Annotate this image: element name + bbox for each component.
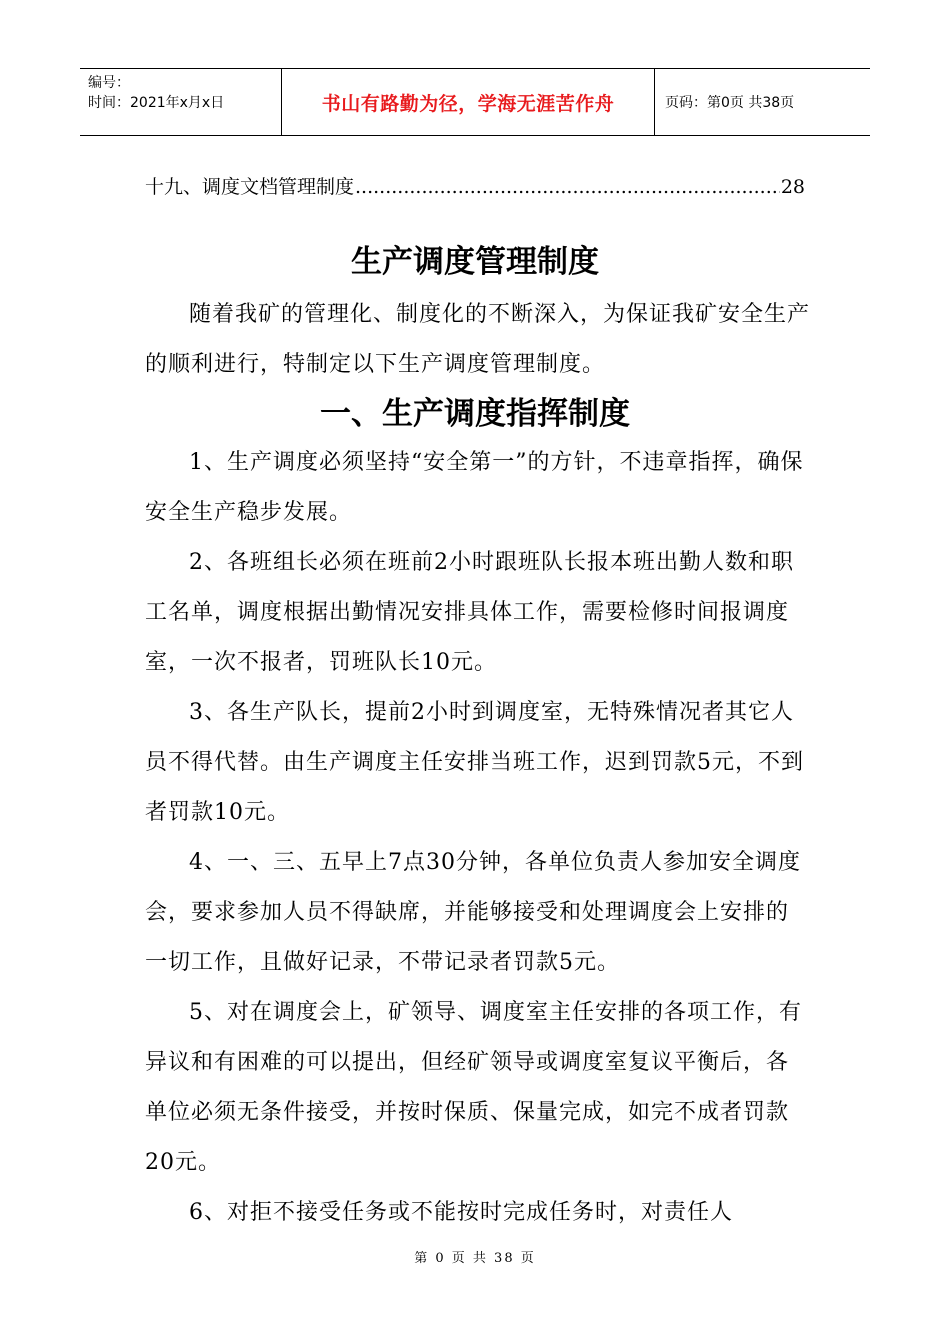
paragraph-1: 1、生产调度必须坚持“安全第一”的方针，不违章指挥，确保安全生产稳步发展。 (145, 450, 804, 525)
header-motto: 书山有路勤为径，学海无涯苦作舟 (282, 69, 655, 135)
number-label: 编号： (88, 75, 130, 91)
toc-entry-page: 28 (780, 176, 805, 198)
header-meta-cell (80, 69, 282, 135)
time-label: 时间：2021年x月x日 (88, 95, 225, 111)
paragraph-2: 2、各班组长必须在班前2小时跟班队长报本班出勤人数和职工名单，调度根据出勤情况安排具体工作，需要检修时间报调度室，一次不报者，罚班队长10元。 (145, 550, 794, 675)
toc-entry[interactable] (145, 172, 805, 199)
header-table (80, 68, 870, 136)
toc-leader-dots (355, 176, 780, 198)
header-page-info: 页码：第0页 共38页 (665, 95, 795, 111)
intro-paragraph: 随着我矿的管理化、制度化的不断深入，为保证我矿安全生产的顺利进行，特制定以下生产调度管理制度。 (145, 302, 811, 377)
paragraph-3: 3、各生产队长，提前2小时到调度室，无特殊情况者其它人员不得代替。由生产调度主任安排当班工作，迟到罚款5元，不到者罚款10元。 (145, 700, 804, 825)
document-title: 生产调度管理制度 (351, 244, 599, 280)
paragraph-4: 4、一、三、五早上7点30分钟，各单位负责人参加安全调度会，要求参加人员不得缺席，并能够接受和处理调度会上安排的一切工作，且做好记录，不带记录者罚款5元。 (145, 850, 801, 975)
section-body (145, 438, 810, 1238)
page-footer: 第 0 页 共 38 页 (414, 1251, 536, 1266)
paragraph-5: 5、对在调度会上，矿领导、调度室主任安排的各项工作，有异议和有困难的可以提出，但经矿领导或调度室复议平衡后，各单位必须无条件接受，并按时保质、保量完成，如完不成者罚款20元。 (145, 1000, 802, 1175)
paragraph-6: 6、对拒不接受任务或不能按时完成任务时，对责任人 (189, 1200, 733, 1225)
toc-entry-label: 十九、调度文档管理制度 (145, 176, 355, 198)
section-title: 一、生产调度指挥制度 (320, 396, 630, 432)
